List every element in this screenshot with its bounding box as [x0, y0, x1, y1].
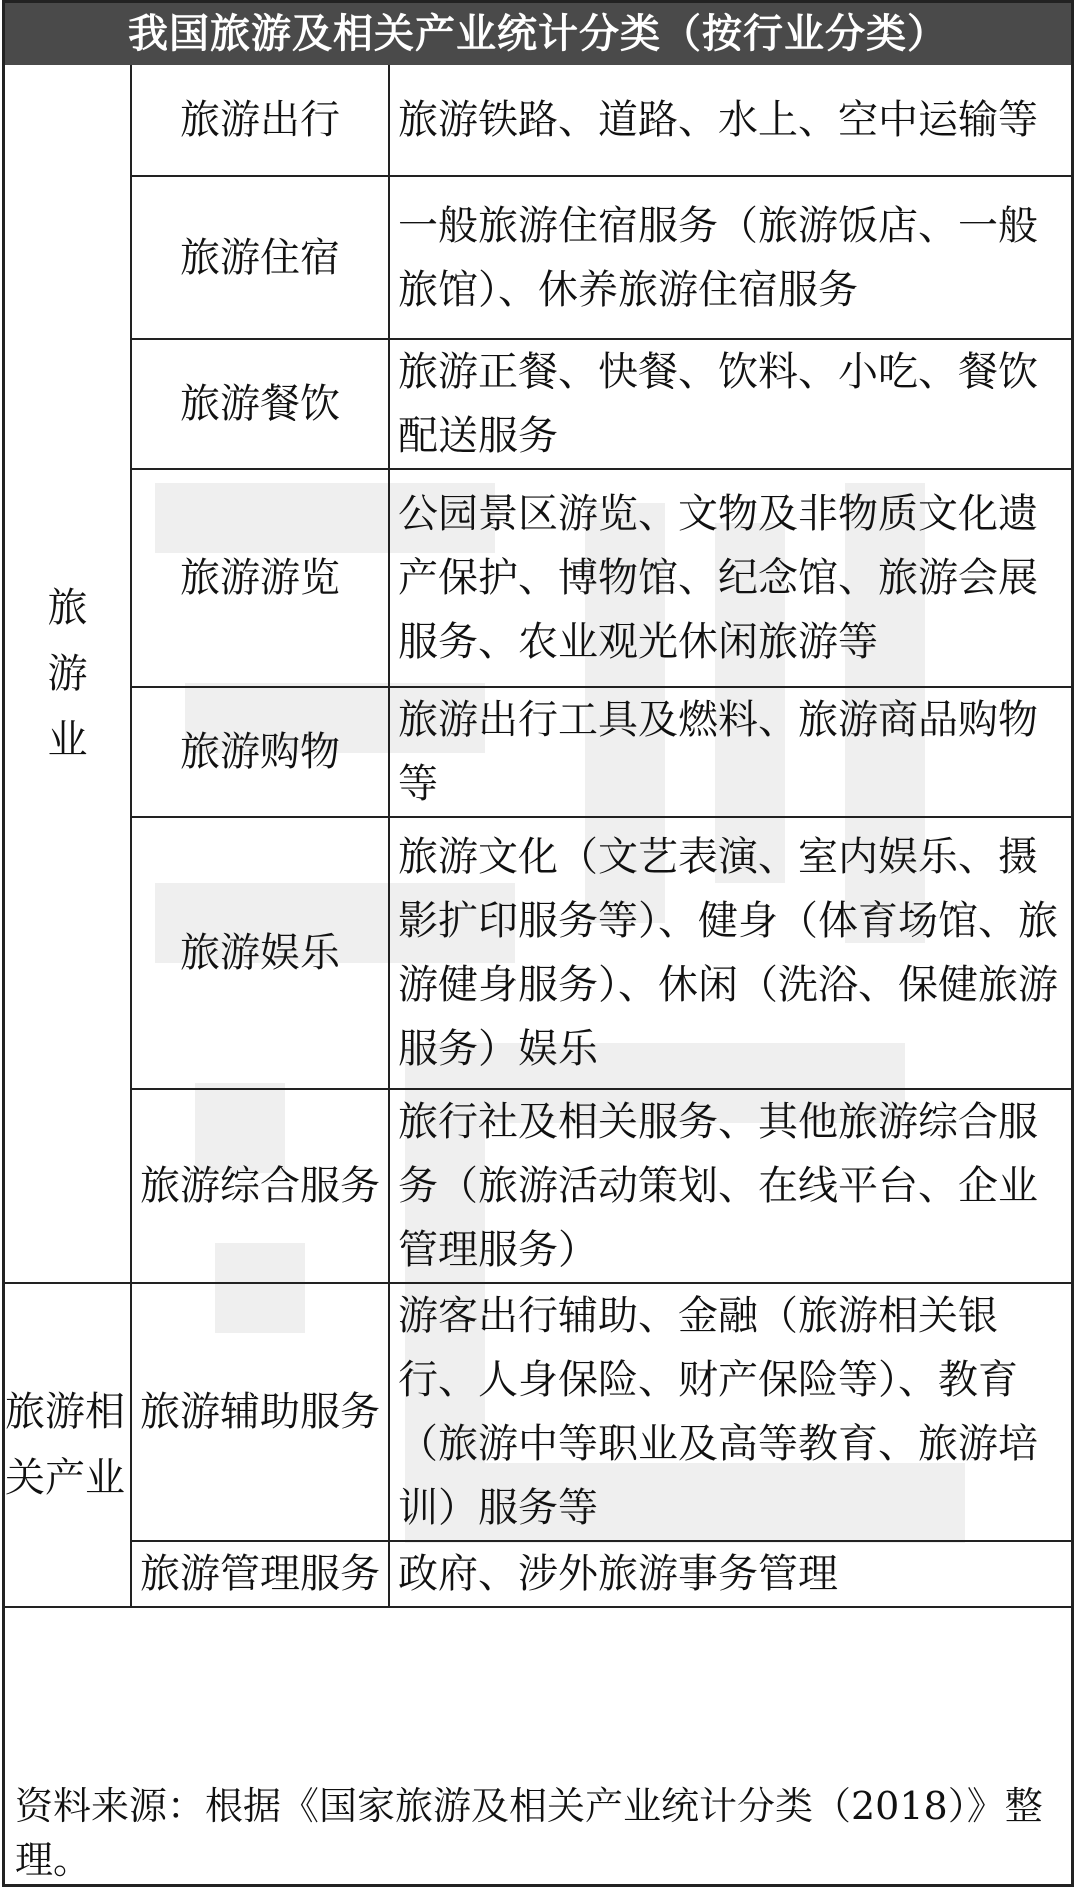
table-title: 我国旅游及相关产业统计分类（按行业分类）: [5, 3, 1071, 65]
table-row: [5, 687, 1071, 817]
description-cell: 旅游正餐、快餐、饮料、小吃、餐饮配送服务: [389, 339, 1071, 469]
category-cell: 旅游住宿: [131, 176, 389, 339]
table-row: [5, 339, 1071, 469]
table-row: [5, 1089, 1071, 1283]
description-cell: 旅行社及相关服务、其他旅游综合服务（旅游活动策划、在线平台、企业管理服务）: [389, 1089, 1071, 1283]
table-frame: [2, 0, 1074, 1887]
table-row: [5, 65, 1071, 176]
category-cell: 旅游娱乐: [131, 817, 389, 1089]
table-row: [5, 817, 1071, 1089]
table-row: [5, 1541, 1071, 1607]
description-cell: 旅游铁路、道路、水上、空中运输等: [389, 65, 1071, 176]
category-cell: 旅游管理服务: [131, 1541, 389, 1607]
category-cell: 旅游餐饮: [131, 339, 389, 469]
description-cell: 公园景区游览、文物及非物质文化遗产保护、博物馆、纪念馆、旅游会展服务、农业观光休闲旅游等: [389, 469, 1071, 687]
source-note: 资料来源：根据《国家旅游及相关产业统计分类（2018）》整理。: [15, 1784, 1043, 1882]
description-cell: 旅游出行工具及燃料、旅游商品购物等: [389, 687, 1071, 817]
group-label-text: 旅游业: [47, 584, 88, 763]
description-cell: 旅游文化（文艺表演、室内娱乐、摄影扩印服务等）、健身（体育场馆、旅游健身服务）、休闲（洗浴、保健旅游服务）娱乐: [389, 817, 1071, 1089]
description-cell: 政府、涉外旅游事务管理: [389, 1541, 1071, 1607]
group-label-related-industries: [5, 1283, 131, 1607]
category-cell: 旅游出行: [131, 65, 389, 176]
description-cell: 游客出行辅助、金融（旅游相关银行、人身保险、财产保险等）、教育（旅游中等职业及高等教育、旅游培训）服务等: [389, 1283, 1071, 1541]
description-cell: 一般旅游住宿服务（旅游饭店、一般旅馆）、休养旅游住宿服务: [389, 176, 1071, 339]
table-row: [5, 469, 1071, 687]
category-cell: 旅游辅助服务: [131, 1283, 389, 1541]
category-cell: 旅游游览: [131, 469, 389, 687]
table-row: [5, 1283, 1071, 1541]
table-row: [5, 176, 1071, 339]
group-label-tourism: [5, 65, 131, 1283]
category-cell: 旅游综合服务: [131, 1089, 389, 1283]
group-label-text: 旅游相关产业: [5, 1389, 125, 1501]
classification-table: [5, 65, 1071, 1608]
category-cell: 旅游购物: [131, 687, 389, 817]
